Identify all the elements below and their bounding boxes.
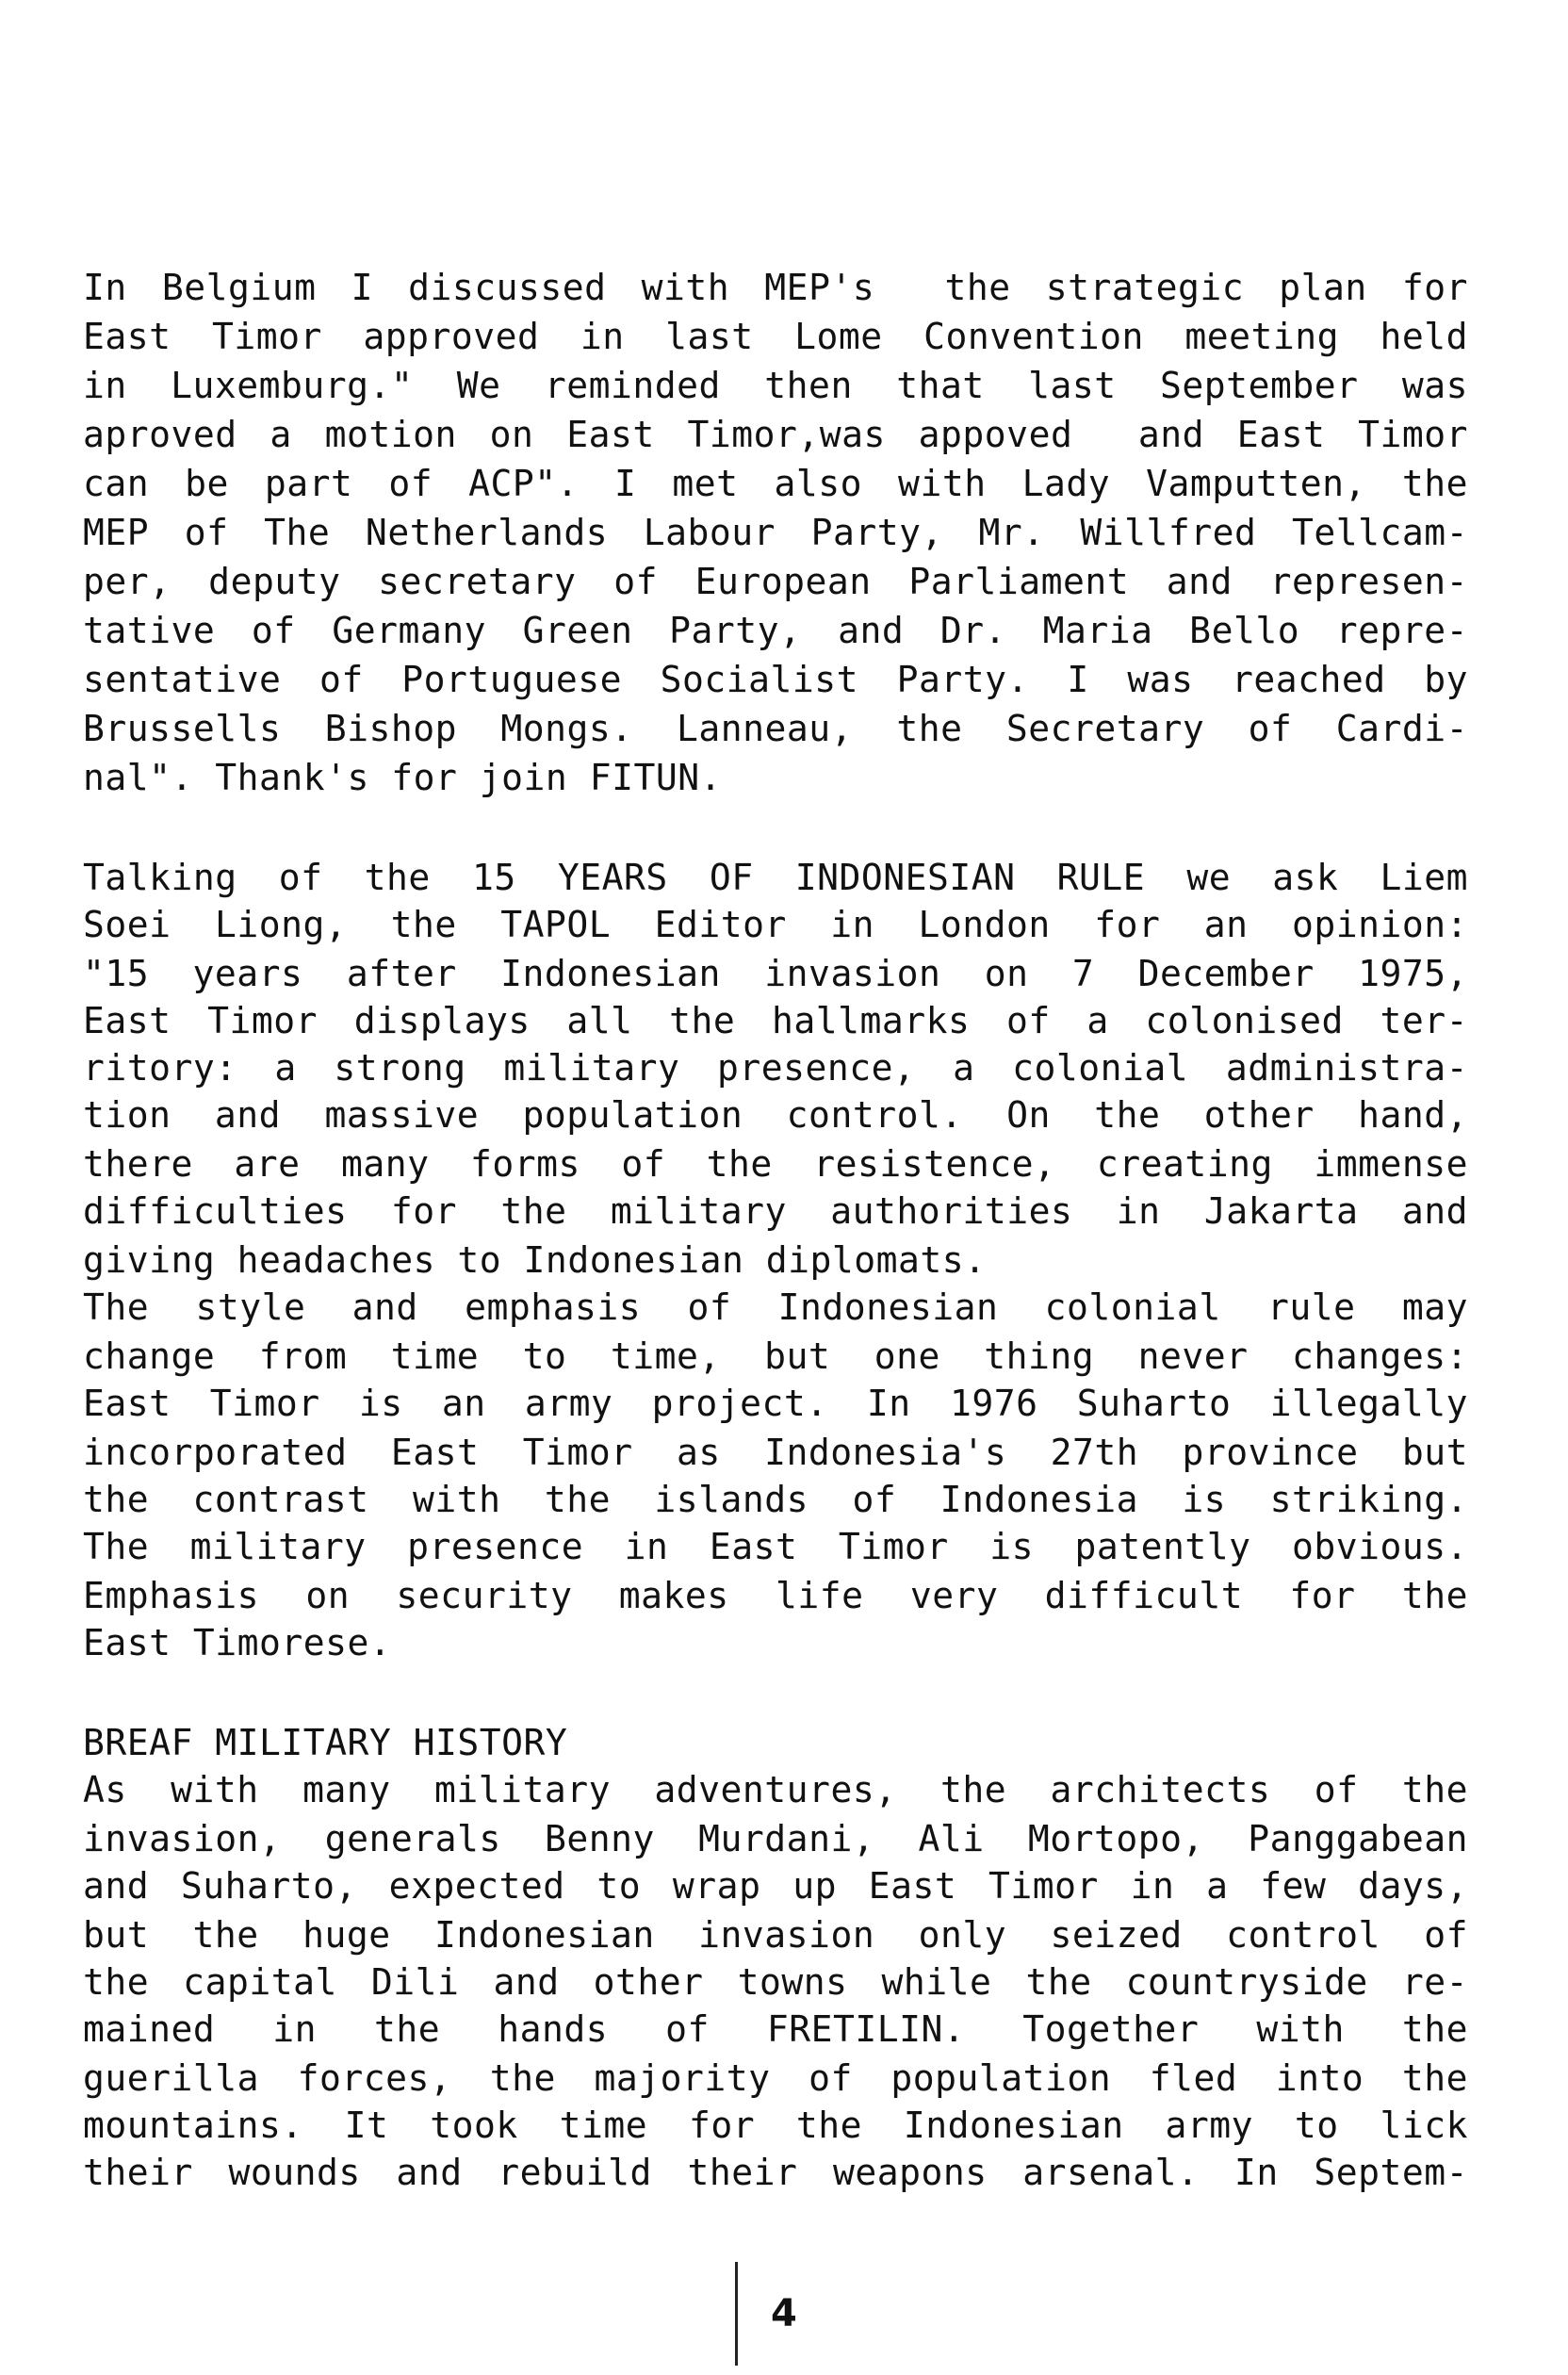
text-line: guerilla forces, the majority of population fled into the bbox=[83, 2057, 1468, 2099]
text-line: nal". Thank's for join FITUN. bbox=[83, 757, 722, 798]
text-line: East Timor displays all the hallmarks of a colonised ter- bbox=[83, 1000, 1468, 1041]
text-line: can be part of ACP". I met also with Lady Vamputten, the bbox=[83, 463, 1468, 504]
text-line: Brussells Bishop Mongs. Lanneau, the Secretary of Cardi- bbox=[83, 708, 1468, 749]
text-line: sentative of Portuguese Socialist Party. I was reached by bbox=[83, 659, 1468, 700]
text-line: but the huge Indonesian invasion only seized control of bbox=[83, 1914, 1468, 1956]
text-line: East Timor approved in last Lome Convention meeting held bbox=[83, 316, 1468, 357]
text-line: The military presence in East Timor is patently obvious. bbox=[83, 1526, 1468, 1567]
text-line: As with many military adventures, the architects of the bbox=[83, 1769, 1468, 1810]
text-line: The style and emphasis of Indonesian colonial rule may bbox=[83, 1286, 1468, 1328]
text-line: MEP of The Netherlands Labour Party, Mr. Willfred Tellcam- bbox=[83, 512, 1468, 553]
text-line: East Timor is an army project. In 1976 Suharto illegally bbox=[83, 1383, 1468, 1424]
text-line: per, deputy secretary of European Parliament and represen- bbox=[83, 561, 1468, 602]
text-line: giving headaches to Indonesian diplomats. bbox=[83, 1239, 987, 1281]
text-line: In Belgium I discussed with MEP's the strategic plan for bbox=[83, 267, 1468, 308]
text-line: Soei Liong, the TAPOL Editor in London for an opinion: bbox=[83, 904, 1468, 945]
page-number-divider bbox=[735, 2262, 738, 2366]
text-line: Emphasis on security makes life very difficult for the bbox=[83, 1575, 1468, 1616]
text-line: change from time to time, but one thing never changes: bbox=[83, 1335, 1468, 1377]
text-line: incorporated East Timor as Indonesia's 27th province but bbox=[83, 1432, 1468, 1473]
text-line: East Timorese. bbox=[83, 1622, 392, 1663]
text-line: aproved a motion on East Timor,was appoved and East Timor bbox=[83, 414, 1468, 455]
text-line: mountains. It took time for the Indonesian army to lick bbox=[83, 2105, 1468, 2146]
text-line: in Luxemburg." We reminded then that last September was bbox=[83, 365, 1468, 406]
text-line: and Suharto, expected to wrap up East Timor in a few days, bbox=[83, 1865, 1468, 1907]
text-line: invasion, generals Benny Murdani, Ali Mortopo, Panggabean bbox=[83, 1818, 1468, 1859]
text-line: their wounds and rebuild their weapons arsenal. In Septem- bbox=[83, 2152, 1468, 2193]
text-line: difficulties for the military authorities in Jakarta and bbox=[83, 1190, 1468, 1232]
text-line: the capital Dili and other towns while the countryside re- bbox=[83, 1961, 1468, 2003]
text-line: "15 years after Indonesian invasion on 7 December 1975, bbox=[83, 953, 1468, 994]
page-number: 4 bbox=[771, 2292, 797, 2335]
text-line: Talking of the 15 YEARS OF INDONESIAN RULE we ask Liem bbox=[83, 857, 1468, 898]
text-line: ritory: a strong military presence, a colonial administra- bbox=[83, 1047, 1468, 1089]
text-line: there are many forms of the resistence, creating immense bbox=[83, 1143, 1468, 1185]
text-line: tion and massive population control. On the other hand, bbox=[83, 1094, 1468, 1136]
text-line: the contrast with the islands of Indonesia is striking. bbox=[83, 1479, 1468, 1520]
text-line: mained in the hands of FRETILIN. Together with the bbox=[83, 2008, 1468, 2050]
text-line: tative of Germany Green Party, and Dr. Maria Bello repre- bbox=[83, 610, 1468, 651]
section-heading: BREAF MILITARY HISTORY bbox=[83, 1722, 568, 1763]
